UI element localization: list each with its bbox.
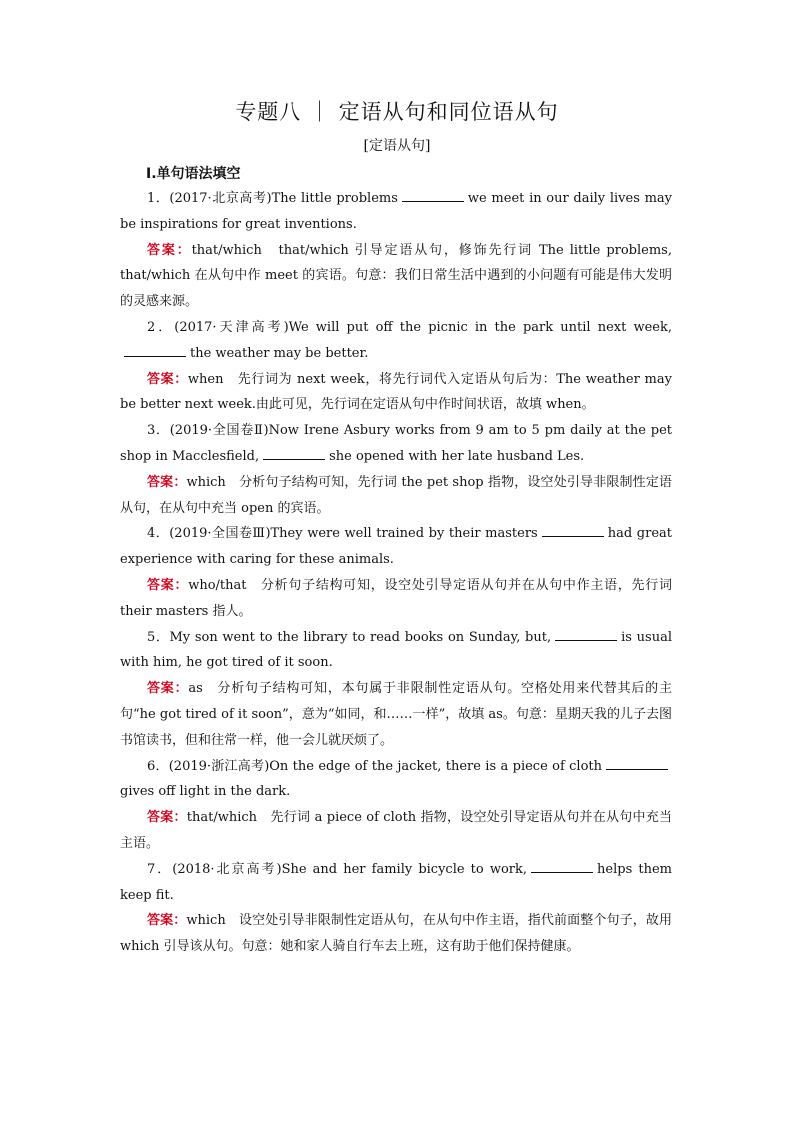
question-text: had great experience with caring for these animals.	[120, 526, 672, 568]
question-text: 4．(2019·全国卷Ⅲ)They were well trained by their masters	[147, 526, 538, 542]
answer-blank	[263, 447, 325, 460]
question-text: 3．(2019·全国卷Ⅱ)Now Irene Asbury works from 9 am to 5 pm daily at the pet shop in Macclesfield,	[120, 423, 672, 464]
question-item	[120, 625, 672, 677]
question-item	[120, 521, 672, 573]
question-text: we meet in our daily lives may be inspirations for great inventions.	[120, 191, 672, 232]
question-item	[120, 857, 672, 909]
question-item	[120, 418, 672, 470]
answer-label: 答案：	[147, 913, 187, 929]
answer-text: that/which 先行词 a piece of cloth 指物，设空处引导定语从句并在从句中充当主语。	[120, 810, 672, 851]
question-text: 2．(2017·天津高考)We will put off the picnic in the park until next week,	[147, 319, 672, 335]
answer-blank	[402, 189, 464, 202]
page-subtitle: [定语从句]	[363, 138, 431, 154]
page-title: 专题八 ｜ 定语从句和同位语从句	[235, 100, 559, 124]
question-text: 1．(2017·北京高考)The little problems	[147, 191, 398, 206]
question-item	[120, 315, 672, 367]
question-text: 5．My son went to the library to read books on Sunday, but,	[147, 629, 552, 645]
answer-text: that/which that/which 引导定语从句，修饰先行词 The little problems, that/which 在从句中作 meet 的宾语。句意：我们日常生活中遇到的小问题有可能是伟大发明的灵感来源。	[120, 242, 672, 310]
answer-item	[120, 676, 672, 753]
answer-text: as 分析句子结构可知，本句属于非限制性定语从句。空格处用来代替其后的主句“he got tired of it soon”，意为“如同，和……一样”，故填 as。句意：星期天我的儿子去图书馆读书，但和往常一样，他一会儿就厌烦了。	[120, 681, 672, 748]
question-item	[120, 186, 672, 238]
answer-blank	[606, 757, 668, 770]
question-text: 7．(2018·北京高考)She and her family bicycle to work,	[147, 861, 528, 877]
question-text: she opened with her late husband Les.	[329, 448, 585, 464]
answer-item	[120, 238, 672, 315]
answer-label: 答案：	[147, 681, 189, 697]
question-text: helps them keep fit.	[120, 861, 673, 903]
section-heading: Ⅰ.单句语法填空	[146, 166, 241, 182]
question-list	[120, 186, 672, 960]
answer-text: who/that 分析句子结构可知，设空处引导定语从句并在从句中作主语，先行词 their masters 指人。	[120, 577, 672, 619]
question-item	[120, 754, 672, 806]
answer-label: 答案：	[147, 371, 188, 387]
answer-label: 答案：	[147, 577, 189, 593]
answer-blank	[124, 344, 186, 357]
answer-text: when 先行词为 next week，将先行词代入定语从句后为：The weather may be better next week.由此可见，先行词在定语从句中作时间状语，故填 when。	[120, 371, 672, 413]
answer-item	[120, 908, 672, 960]
answer-item	[120, 805, 672, 857]
answer-blank	[555, 628, 617, 641]
answer-blank	[542, 524, 604, 537]
question-text: is usual with him, he got tired of it soon.	[120, 629, 673, 671]
answer-blank	[531, 860, 593, 873]
question-text: gives off light in the dark.	[120, 784, 291, 800]
question-text: the weather may be better.	[190, 345, 369, 361]
answer-item	[120, 573, 672, 625]
answer-text: which 分析句子结构可知，先行词 the pet shop 指物，设空处引导非限制性定语从句，在从句中充当 open 的宾语。	[120, 474, 672, 516]
question-text: 6．(2019·浙江高考)On the edge of the jacket, there is a piece of cloth	[147, 758, 602, 774]
answer-label: 答案：	[147, 810, 187, 826]
answer-item	[120, 367, 672, 419]
answer-item	[120, 470, 672, 522]
answer-label: 答案：	[147, 242, 192, 258]
answer-text: which 设空处引导非限制性定语从句，在从句中作主语，指代前面整个句子，故用 which 引导该从句。句意：她和家人骑自行车去上班，这有助于他们保持健康。	[120, 913, 672, 955]
answer-label: 答案：	[147, 474, 187, 490]
